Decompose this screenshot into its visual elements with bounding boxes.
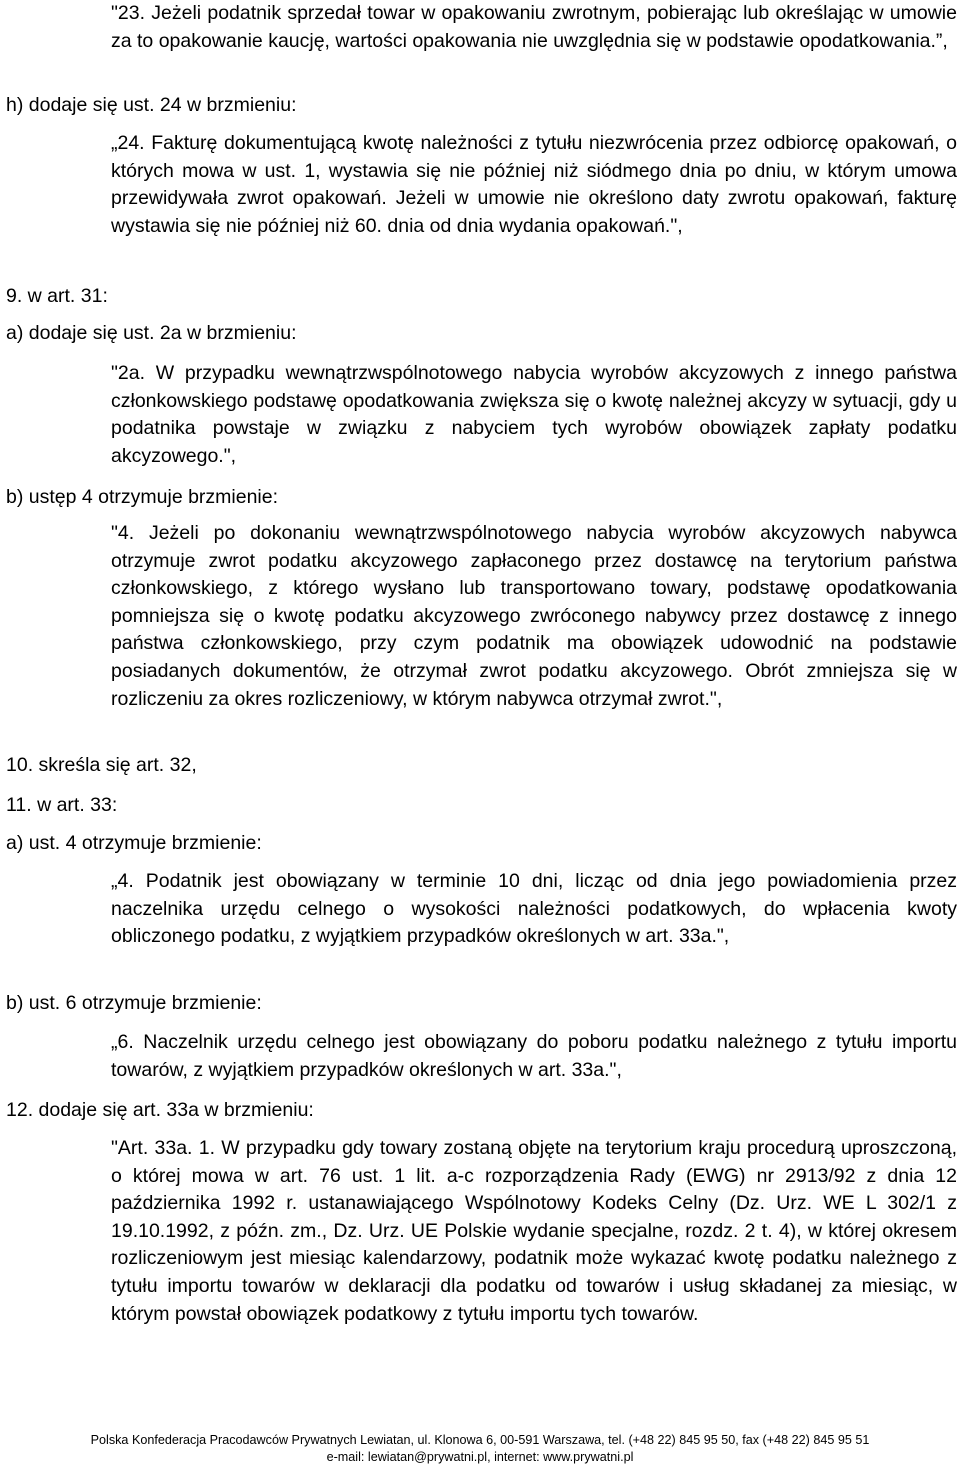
footer-address: Polska Konfederacja Pracodawców Prywatnych Lewiatan, ul. Klonowa 6, 00-591 Warszawa, tel. (+48 22) 845 95 50, fax (+48 22) 845 95 51: [90, 1433, 870, 1447]
amendment-item-12: 12. dodaje się art. 33a w brzmieniu:: [6, 1099, 314, 1121]
amendment-item-10: 10. skreśla się art. 32,: [6, 754, 197, 776]
quoted-provision-33-4: „4. Podatnik jest obowiązany w terminie 10 dni, licząc od dnia jego powiadomienia przez naczelnika urzędu celnego o wysokości należności podatkowych, do wpłacenia kwoty obliczonego podatku, z wyjątkiem przypadków określonych w art. 33a.",: [111, 870, 957, 948]
amendment-item-9: 9. w art. 31:: [6, 285, 108, 307]
amendment-item-h: h) dodaje się ust. 24 w brzmieniu:: [6, 94, 297, 116]
quoted-provision-33-6: „6. Naczelnik urzędu celnego jest obowiązany do poboru podatku należnego z tytułu importu towarów, z wyjątkiem przypadków określonych w art. 33a.",: [111, 1031, 957, 1081]
amendment-item-11b: b) ust. 6 otrzymuje brzmienie:: [6, 992, 262, 1014]
amendment-item-11a: a) ust. 4 otrzymuje brzmienie:: [6, 832, 262, 854]
amendment-item-9a: a) dodaje się ust. 2a w brzmieniu:: [6, 322, 297, 344]
amendment-item-9b: b) ustęp 4 otrzymuje brzmienie:: [6, 486, 279, 508]
quoted-provision-4: "4. Jeżeli po dokonaniu wewnątrzwspólnotowego nabycia wyrobów akcyzowych nabywca otrzymuje zwrot podatku akcyzowego zapłaconego przez dostawcę na terytorium państwa członkowskiego, z którego wysłano lub transportowano towary, podstawę opodatkowania pomniejsza się o kwotę podatku akcyzowego zwróconego nabywcy przez dostawcę z innego państwa członkowskiego, przy czym podatnik ma obowiązek udowodnić na podstawie posiadanych dokumentów, że otrzymał zwrot podatku akcyzowego. Obrót zmniejsza się w rozliczeniu za okres rozliczeniowy, w którym nabywca otrzymał zwrot.",: [111, 522, 957, 710]
amendment-item-11: 11. w art. 33:: [6, 794, 118, 816]
quoted-provision-23: "23. Jeżeli podatnik sprzedał towar w opakowaniu zwrotnym, pobierając lub określając w umowie za to opakowanie kaucję, wartości opakowania nie uwzględnia się w podstawie opodatkowania.”,: [111, 2, 957, 52]
footer-contact: e-mail: lewiatan@prywatni.pl, internet: www.prywatni.pl: [326, 1450, 634, 1464]
quoted-article-33a: "Art. 33a. 1. W przypadku gdy towary zostaną objęte na terytorium kraju procedurą uproszczoną, o której mowa w art. 76 ust. 1 lit. a-c rozporządzenia Rady (EWG) nr 2913/92 z dnia 12 października 1992 r. ustanawiającego Wspólnotowy Kodeks Celny (Dz. Urz. WE L 302/1 z 19.10.1992, z późn. zm., Dz. Urz. UE Polskie wydanie specjalne, rozdz. 2 t. 4), w której okresem rozliczeniowym jest miesiąc kalendarzowy, podatnik może wykazać kwotę podatku należnego z tytułu importu towarów w deklaracji dla podatku od towarów i usług składanej za miesiąc, w którym powstał obowiązek podatkowy z tytułu importu tych towarów.: [111, 1137, 957, 1325]
quoted-provision-2a: "2a. W przypadku wewnątrzwspólnotowego nabycia wyrobów akcyzowych z innego państwa członkowskiego podstawę opodatkowania zwiększa się o kwotę należnej akcyzy w sytuacji, gdy u podatnika powstaje w związku z nabyciem tych wyrobów obowiązek zapłaty podatku akcyzowego.",: [111, 362, 957, 467]
quoted-provision-24: „24. Fakturę dokumentującą kwotę należności z tytułu niezwrócenia przez odbiorcę opakowań, o których mowa w ust. 1, wystawia się nie później niż siódmego dnia po dniu, w którym umowa przewidywała zwrot opakowań. Jeżeli w umowie nie określono daty zwrotu opakowań, fakturę wystawia się nie później niż 60. dnia od dnia wydania opakowań.",: [111, 132, 957, 237]
